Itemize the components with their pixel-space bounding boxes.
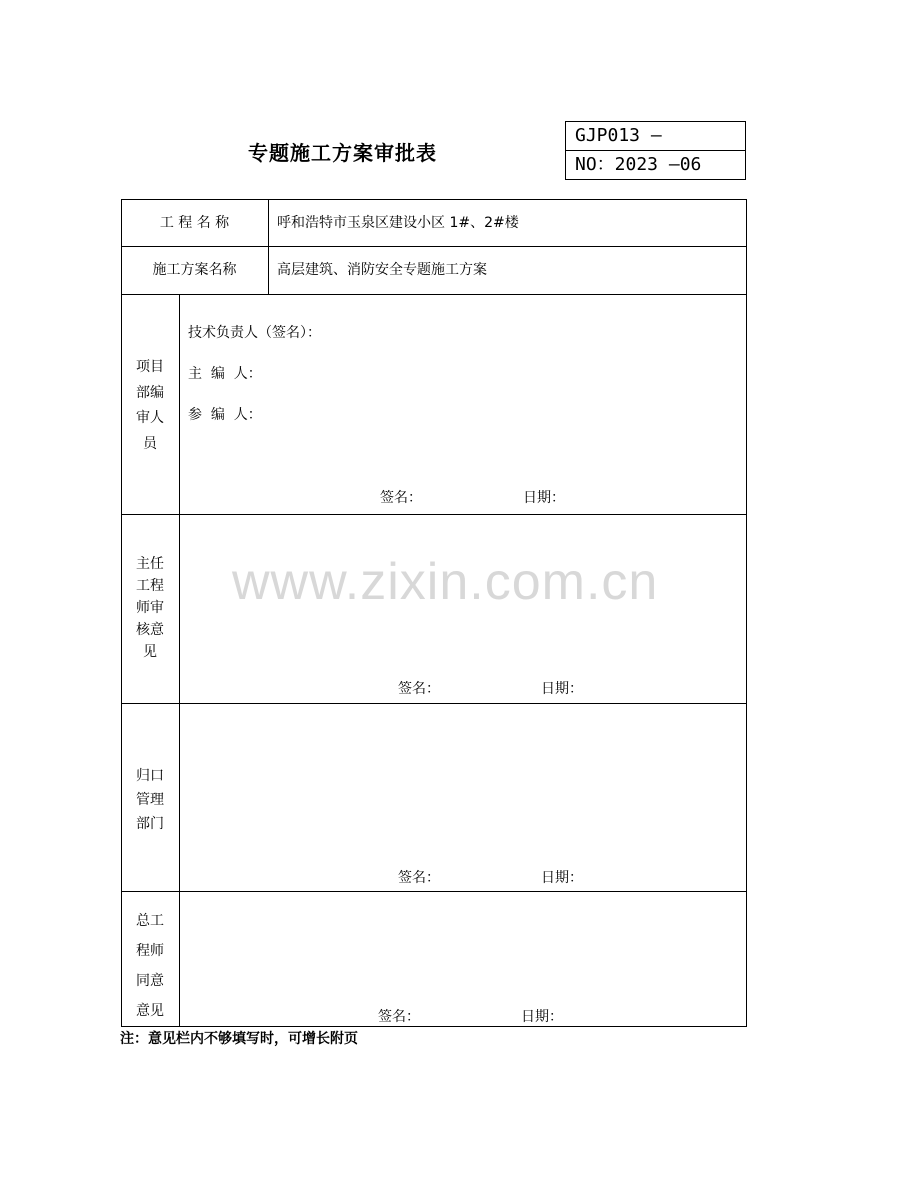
plan-name-value: 高层建筑、消防安全专题施工方案 bbox=[277, 262, 487, 278]
table-divider bbox=[121, 294, 747, 295]
signature-label: 签名： bbox=[378, 1009, 420, 1025]
table-divider bbox=[121, 891, 747, 892]
section-column-divider bbox=[179, 294, 180, 1027]
project-name-value: 呼和浩特市玉泉区建设小区 1#、2#楼 bbox=[277, 215, 519, 231]
date-label: 日期： bbox=[523, 490, 565, 506]
section-label-project-reviewers: 项目 部编 审人 员 bbox=[136, 359, 164, 452]
chief-editor-field: 主 编 人： bbox=[188, 366, 262, 382]
signature-label: 签名： bbox=[398, 870, 440, 886]
signature-label: 签名： bbox=[380, 490, 422, 506]
table-border-right bbox=[746, 199, 747, 1027]
date-label: 日期： bbox=[541, 870, 583, 886]
table-divider bbox=[121, 514, 747, 515]
table-border-top bbox=[121, 199, 747, 200]
section-label-chief-engineer-review: 主任 工程 师审 核意 见 bbox=[136, 556, 164, 660]
section-label-management-dept: 归口 管理 部门 bbox=[136, 768, 164, 832]
header-column-divider bbox=[268, 199, 269, 294]
form-number-line: NO：2023 —06 bbox=[575, 154, 702, 175]
form-code-box bbox=[565, 121, 746, 180]
form-title: 专题施工方案审批表 bbox=[248, 141, 437, 165]
section-label-chief-engineer-approval: 总工 程师 同意 意见 bbox=[136, 913, 164, 1019]
technical-lead-field: 技术负责人（签名）： bbox=[188, 325, 321, 341]
footnote: 注：意见栏内不够填写时，可增长附页 bbox=[120, 1031, 358, 1047]
signature-label: 签名： bbox=[398, 681, 440, 697]
watermark-text: www.zixin.com.cn bbox=[232, 553, 659, 611]
table-border-bottom bbox=[121, 1026, 747, 1027]
date-label: 日期： bbox=[521, 1009, 563, 1025]
table-divider bbox=[121, 703, 747, 704]
form-code-line-1: GJP013 — bbox=[566, 122, 745, 151]
project-name-label: 工 程 名 称 bbox=[159, 215, 230, 231]
plan-name-label: 施工方案名称 bbox=[152, 262, 237, 278]
table-divider bbox=[121, 246, 747, 247]
date-label: 日期： bbox=[541, 681, 583, 697]
co-editor-field: 参 编 人： bbox=[188, 407, 262, 423]
